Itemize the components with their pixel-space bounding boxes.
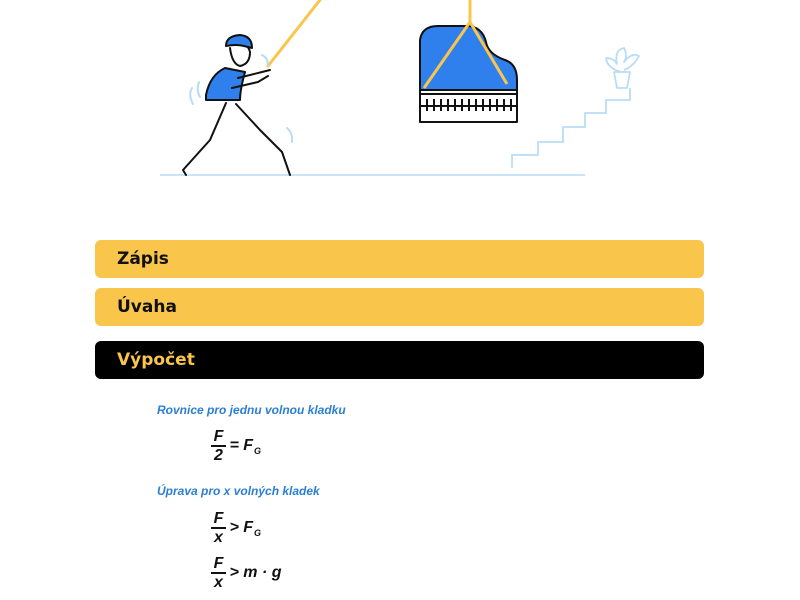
formula-x-pulleys-force xyxy=(211,510,261,546)
formula-3-operator: > xyxy=(229,564,240,581)
formula-2-rhs-main: F xyxy=(243,518,254,536)
accordion-vypocet[interactable] xyxy=(95,341,704,379)
staircase-icon xyxy=(512,88,630,168)
formula-2-rhs xyxy=(243,519,261,538)
accordion-vypocet-label: Výpočet xyxy=(117,350,195,370)
subheading-x-pulleys: Úprava pro x volných kladek xyxy=(157,484,320,498)
subheading-single-pulley: Rovnice pro jednu volnou kladku xyxy=(157,403,346,417)
formula-x-pulleys-mass xyxy=(211,555,281,591)
hero-illustration xyxy=(0,0,800,200)
formula-3-denominator: x xyxy=(211,572,226,591)
formula-3-rhs: m · g xyxy=(243,564,282,581)
man-pulling-rope-icon xyxy=(183,0,320,175)
formula-2-fraction xyxy=(211,510,226,546)
formula-1-operator: = xyxy=(229,437,240,454)
accordion-zapis[interactable] xyxy=(95,240,704,278)
grand-piano-icon xyxy=(420,0,517,122)
formula-1-numerator: F xyxy=(213,428,224,445)
formula-1-denominator: 2 xyxy=(211,445,226,464)
formula-1-rhs-main: F xyxy=(243,436,254,454)
potted-plant-icon xyxy=(606,48,639,88)
accordion-uvaha[interactable] xyxy=(95,288,704,326)
formula-single-pulley xyxy=(211,428,261,464)
formula-2-denominator: x xyxy=(211,527,226,546)
formula-1-fraction xyxy=(211,428,226,464)
formula-3-fraction xyxy=(211,555,226,591)
formula-2-numerator: F xyxy=(213,510,224,527)
accordion-uvaha-label: Úvaha xyxy=(117,297,177,317)
formula-3-numerator: F xyxy=(213,555,224,572)
formula-1-rhs-subscript: G xyxy=(254,445,262,456)
accordion-zapis-label: Zápis xyxy=(117,249,169,269)
formula-1-rhs xyxy=(243,437,261,456)
formula-2-operator: > xyxy=(229,519,240,536)
formula-2-rhs-subscript: G xyxy=(254,527,262,538)
